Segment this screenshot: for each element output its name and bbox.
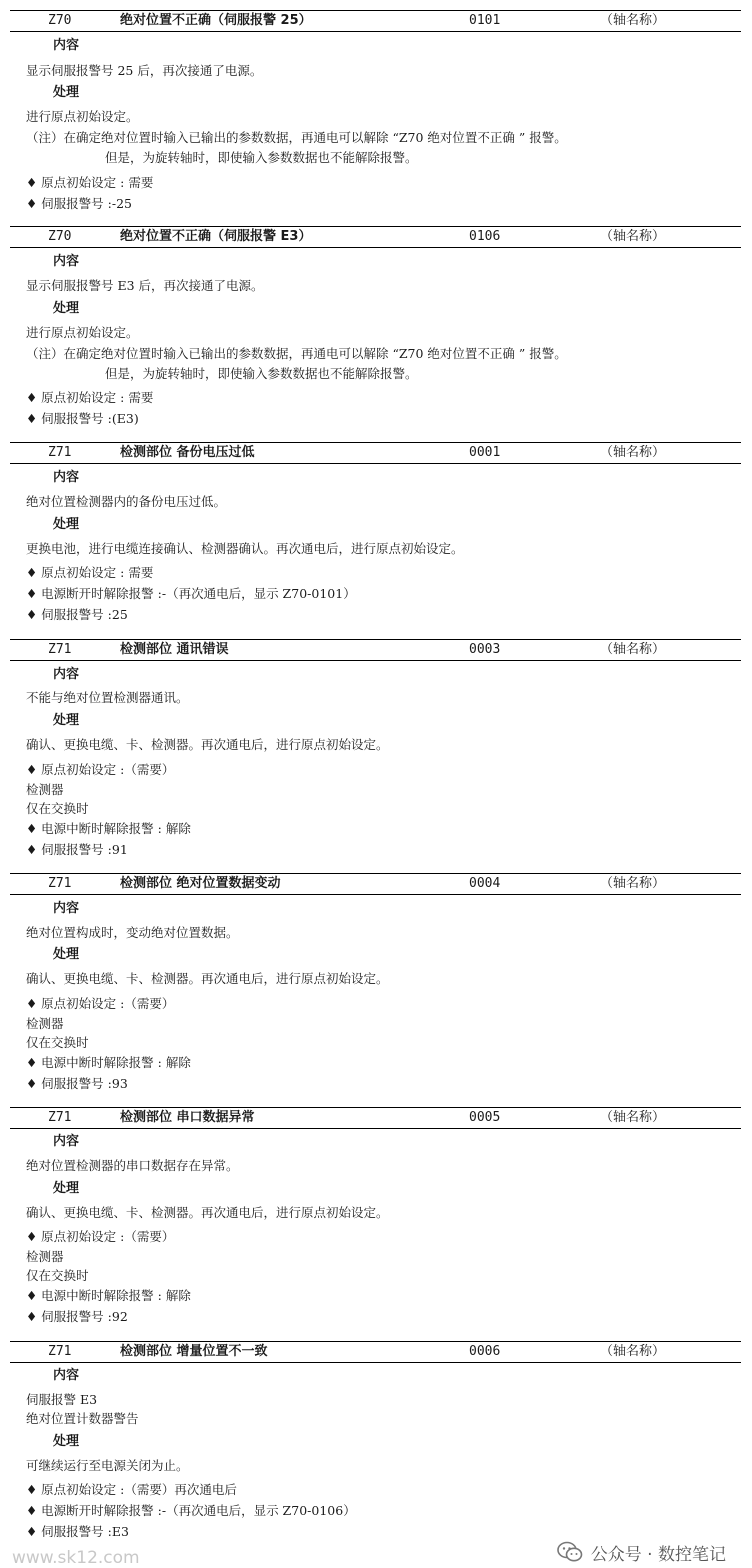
alarm-code: Z71: [48, 642, 72, 657]
axis-name: （轴名称）: [600, 229, 666, 244]
action-note: （注）在确定绝对位置时输入已输出的参数数据，再通电可以解除 “Z70 绝对位置不正确 ” 报警。: [26, 346, 567, 361]
alarm-title: 检测部位 绝对位置数据变动: [120, 876, 281, 891]
alarm-number: 0005: [469, 1110, 501, 1125]
action-heading: 处理: [53, 713, 80, 728]
list-item: ♦ 原点初始设定 : 需要: [26, 390, 154, 405]
wechat-watermark: [557, 1540, 726, 1565]
content-text: 显示伺服报警号 E3 后，再次接通了电源。: [26, 278, 264, 293]
list-item: 检测器: [26, 782, 64, 797]
list-item: ♦ 原点初始设定 :（需要）: [26, 762, 175, 777]
axis-name: （轴名称）: [600, 876, 666, 891]
site-watermark: www.sk12.com: [12, 1548, 140, 1568]
alarm-code: Z71: [48, 876, 72, 891]
axis-name: （轴名称）: [600, 642, 666, 657]
content-text: 绝对位置检测器的串口数据存在异常。: [26, 1158, 239, 1173]
list-item: ♦ 电源中断时解除报警 : 解除: [26, 1055, 191, 1070]
axis-name: （轴名称）: [600, 13, 666, 28]
alarm-title: 检测部位 增量位置不一致: [120, 1344, 268, 1359]
alarm-header: [10, 10, 741, 32]
axis-name: （轴名称）: [600, 1110, 666, 1125]
content-heading: 内容: [53, 38, 80, 53]
action-text: 更换电池，进行电缆连接确认、检测器确认。再次通电后，进行原点初始设定。: [26, 541, 464, 556]
alarm-header: [10, 873, 741, 895]
list-item: ♦ 伺服报警号 :25: [26, 607, 128, 622]
alarm-header: [10, 442, 741, 464]
alarm-header: [10, 639, 741, 661]
alarm-number: 0004: [469, 876, 501, 891]
list-item: ♦ 原点初始设定 :（需要）再次通电后: [26, 1482, 237, 1497]
alarm-header: [10, 226, 741, 248]
content-text: 不能与绝对位置检测器通讯。: [26, 690, 189, 705]
list-item: ♦ 伺服报警号 :(E3): [26, 411, 139, 426]
list-item: ♦ 原点初始设定 : 需要: [26, 565, 154, 580]
list-item: ♦ 电源断开时解除报警 :-（再次通电后，显示 Z70-0101）: [26, 586, 356, 601]
content-text: 绝对位置检测器内的备份电压过低。: [26, 494, 227, 509]
alarm-code: Z71: [48, 1344, 72, 1359]
wechat-icon: [557, 1541, 583, 1563]
content-text: 绝对位置计数器警告: [26, 1411, 139, 1426]
content-text: 伺服报警 E3: [26, 1392, 98, 1407]
content-heading: 内容: [53, 901, 80, 916]
action-heading: 处理: [53, 1181, 80, 1196]
list-item: ♦ 伺服报警号 :92: [26, 1309, 128, 1324]
list-item: ♦ 电源中断时解除报警 : 解除: [26, 1288, 191, 1303]
axis-name: （轴名称）: [600, 445, 666, 460]
action-heading: 处理: [53, 517, 80, 532]
list-item: ♦ 电源中断时解除报警 : 解除: [26, 821, 191, 836]
alarm-number: 0106: [469, 229, 501, 244]
alarm-header: [10, 1107, 741, 1129]
content-text: 绝对位置构成时，变动绝对位置数据。: [26, 925, 239, 940]
list-item: ♦ 原点初始设定 :（需要）: [26, 1229, 175, 1244]
list-item: ♦ 伺服报警号 :-25: [26, 196, 132, 211]
action-text: 确认、更换电缆、卡、检测器。再次通电后，进行原点初始设定。: [26, 971, 389, 986]
alarm-title: 检测部位 串口数据异常: [120, 1110, 255, 1125]
action-heading: 处理: [53, 85, 80, 100]
list-item: 检测器: [26, 1016, 64, 1031]
alarm-code: Z71: [48, 445, 72, 460]
alarm-number: 0101: [469, 13, 501, 28]
alarm-code: Z70: [48, 229, 72, 244]
list-item: ♦ 原点初始设定 : 需要: [26, 175, 154, 190]
alarm-title: 检测部位 备份电压过低: [120, 445, 255, 460]
watermark-text: 公众号 · 数控笔记: [590, 1545, 726, 1565]
action-note-indent: 但是，为旋转轴时，即使输入参数数据也不能解除报警。: [105, 366, 418, 381]
alarm-number: 0001: [469, 445, 501, 460]
content-heading: 内容: [53, 667, 80, 682]
action-note: （注）在确定绝对位置时输入已输出的参数数据，再通电可以解除 “Z70 绝对位置不正确 ” 报警。: [26, 130, 567, 145]
list-item: ♦ 原点初始设定 :（需要）: [26, 996, 175, 1011]
content-heading: 内容: [53, 1368, 80, 1383]
list-item: ♦ 伺服报警号 :91: [26, 842, 128, 857]
alarm-title: 绝对位置不正确（伺服报警 E3）: [120, 229, 312, 244]
action-note-indent: 但是，为旋转轴时，即使输入参数数据也不能解除报警。: [105, 150, 418, 165]
action-text: 确认、更换电缆、卡、检测器。再次通电后，进行原点初始设定。: [26, 1205, 389, 1220]
action-text: 进行原点初始设定。: [26, 325, 139, 340]
action-heading: 处理: [53, 1434, 80, 1449]
list-item: ♦ 电源断开时解除报警 :-（再次通电后，显示 Z70-0106）: [26, 1503, 356, 1518]
alarm-title: 绝对位置不正确（伺服报警 25）: [120, 13, 312, 28]
list-item: 仅在交换时: [26, 1268, 89, 1283]
alarm-number: 0003: [469, 642, 501, 657]
list-item: 仅在交换时: [26, 801, 89, 816]
action-heading: 处理: [53, 301, 80, 316]
content-heading: 内容: [53, 254, 80, 269]
content-heading: 内容: [53, 1134, 80, 1149]
content-heading: 内容: [53, 470, 80, 485]
action-text: 进行原点初始设定。: [26, 109, 139, 124]
list-item: 仅在交换时: [26, 1035, 89, 1050]
alarm-code: Z71: [48, 1110, 72, 1125]
action-heading: 处理: [53, 947, 80, 962]
axis-name: （轴名称）: [600, 1344, 666, 1359]
alarm-code: Z70: [48, 13, 72, 28]
content-text: 显示伺服报警号 25 后，再次接通了电源。: [26, 63, 263, 78]
list-item: 检测器: [26, 1249, 64, 1264]
action-text: 可继续运行至电源关闭为止。: [26, 1458, 189, 1473]
alarm-header: [10, 1341, 741, 1363]
alarm-title: 检测部位 通讯错误: [120, 642, 229, 657]
list-item: ♦ 伺服报警号 :93: [26, 1076, 128, 1091]
alarm-number: 0006: [469, 1344, 501, 1359]
action-text: 确认、更换电缆、卡、检测器。再次通电后，进行原点初始设定。: [26, 737, 389, 752]
list-item: ♦ 伺服报警号 :E3: [26, 1524, 129, 1539]
